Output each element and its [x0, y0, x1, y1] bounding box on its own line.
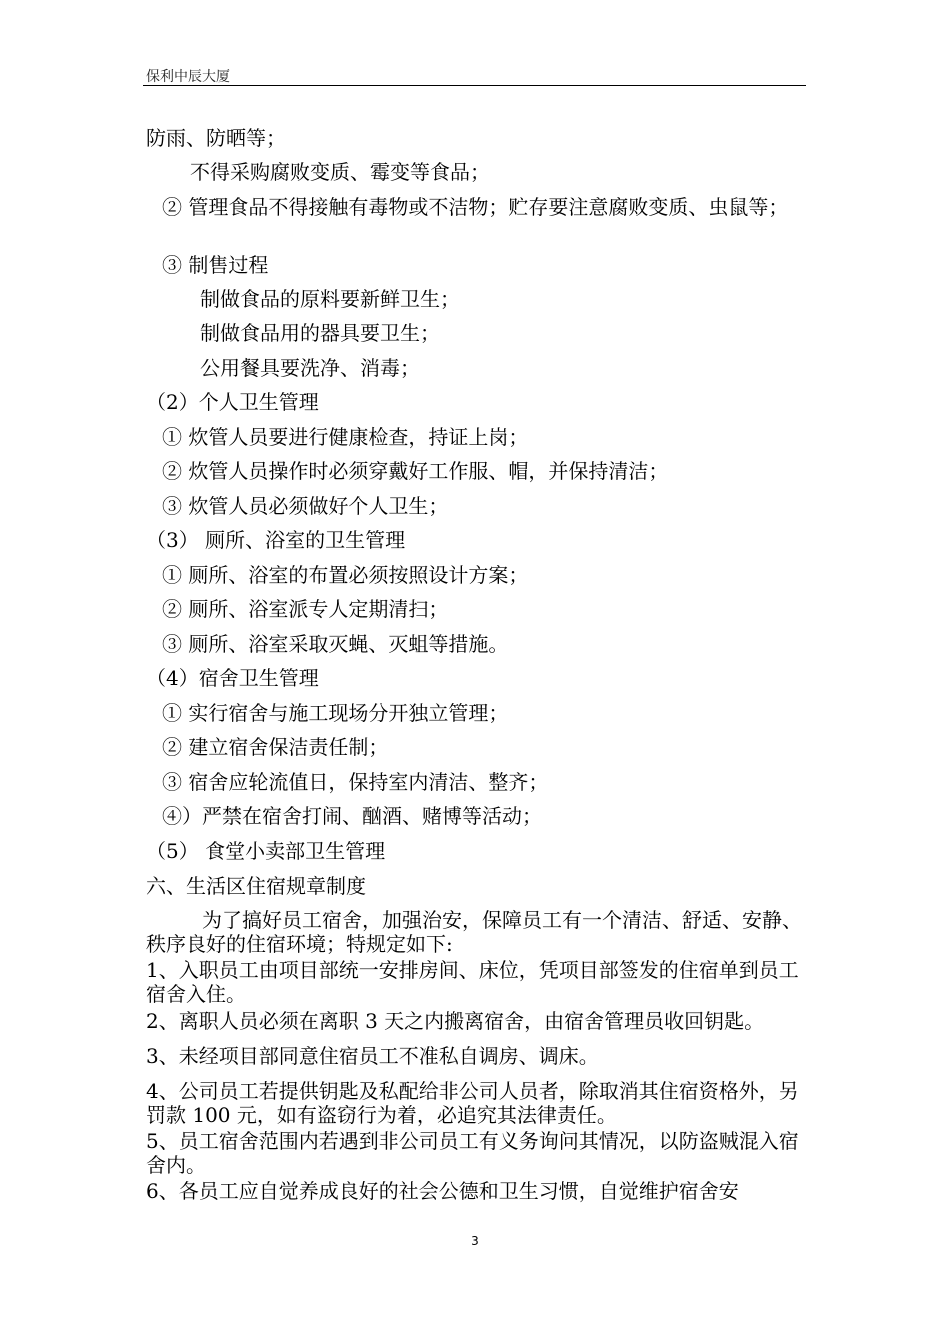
- text-line: ① 炊管人员要进行健康检查，持证上岗；: [162, 425, 529, 449]
- text-line: 不得采购腐败变质、霉变等食品；: [190, 160, 490, 184]
- paragraph: 2、离职人员必须在离职 3 天之内搬离宿舍，由宿舍管理员收回钥匙。: [146, 1009, 765, 1033]
- text-line: ① 厕所、浴室的布置必须按照设计方案；: [162, 563, 529, 587]
- text-line: ① 实行宿舍与施工现场分开独立管理；: [162, 701, 509, 725]
- section-heading: （2）个人卫生管理: [146, 390, 319, 414]
- text-line: 制做食品的原料要新鲜卫生；: [200, 287, 460, 311]
- section-heading: （5） 食堂小卖部卫生管理: [146, 839, 386, 863]
- paragraph: 3、未经项目部同意住宿员工不准私自调房、调床。: [146, 1044, 599, 1068]
- text-line: ② 厕所、浴室派专人定期清扫；: [162, 597, 449, 621]
- paragraph: 4、公司员工若提供钥匙及私配给非公司人员者，除取消其住宿资格外，另罚款 100 元，如有盗窃行为着，必追究其法律责任。: [146, 1079, 799, 1127]
- paragraph: 6、各员工应自觉养成良好的社会公德和卫生习惯，自觉维护宿舍安: [146, 1179, 739, 1203]
- text-line: 公用餐具要洗净、消毒；: [200, 356, 420, 380]
- text-line: ③ 宿舍应轮流值日，保持室内清洁、整齐；: [162, 770, 549, 794]
- text-line: ② 炊管人员操作时必须穿戴好工作服、帽，并保持清洁；: [162, 459, 669, 483]
- page-header-title: 保利中辰大厦: [146, 69, 230, 85]
- text-line: 防雨、防晒等；: [146, 126, 286, 150]
- text-line: 制做食品用的器具要卫生；: [200, 321, 440, 345]
- text-line: ③ 炊管人员必须做好个人卫生；: [162, 494, 449, 518]
- paragraph: 1、入职员工由项目部统一安排房间、床位，凭项目部签发的住宿单到员工宿舍入住。: [146, 958, 799, 1006]
- text-line: ② 建立宿舍保洁责任制；: [162, 735, 389, 759]
- paragraph: 为了搞好员工宿舍，加强治安，保障员工有一个清洁、舒适、安静、秩序良好的住宿环境；特规定如下:: [146, 908, 802, 956]
- text-line: ③ 厕所、浴室采取灭蝇、灭蛆等措施。: [162, 632, 509, 656]
- section-heading: （4）宿舍卫生管理: [146, 666, 319, 690]
- text-line: ④）严禁在宿舍打闹、酗酒、赌博等活动；: [162, 804, 542, 828]
- page-number: 3: [471, 1234, 479, 1248]
- header-divider: [143, 85, 806, 86]
- chapter-heading: 六、生活区住宿规章制度: [146, 874, 366, 898]
- paragraph: 5、员工宿舍范围内若遇到非公司员工有义务询问其情况，以防盗贼混入宿舍内。: [146, 1129, 799, 1177]
- text-line: ② 管理食品不得接触有毒物或不洁物；贮存要注意腐败变质、虫鼠等；: [162, 195, 789, 219]
- section-heading: （3） 厕所、浴室的卫生管理: [146, 528, 406, 552]
- text-line-wrapped: [146, 195, 810, 219]
- text-line: ③ 制售过程: [162, 253, 269, 277]
